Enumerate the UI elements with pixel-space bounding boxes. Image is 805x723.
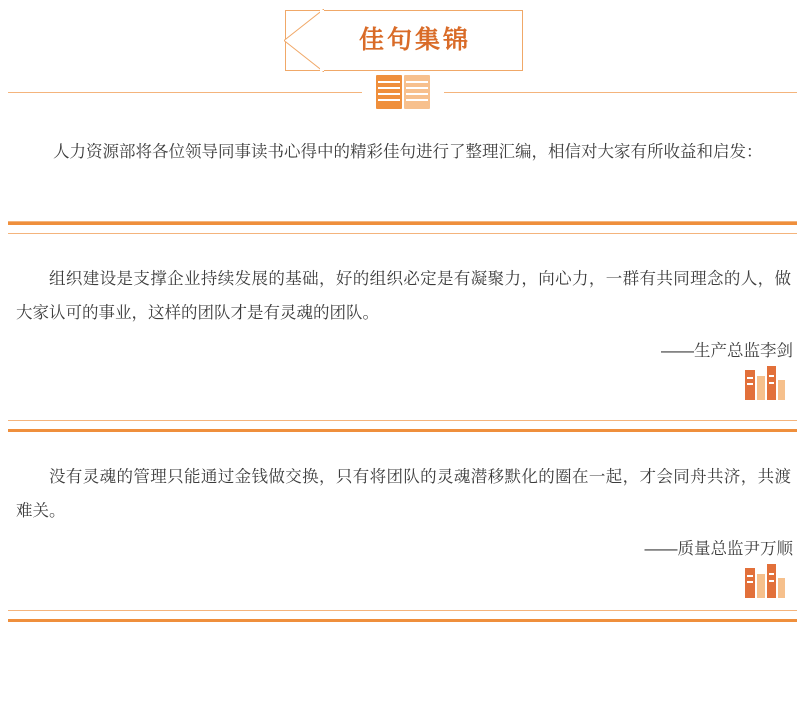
quote-block-1: [8, 234, 797, 412]
quote-author: ——生产总监李剑: [661, 342, 793, 360]
divider-2: [8, 420, 797, 432]
book-glyph: [376, 75, 402, 109]
divider-thin-line: [8, 420, 797, 421]
divider-thick-line: [8, 222, 797, 225]
book-glyph: [757, 376, 765, 400]
quote-author: ——质量总监尹万顺: [644, 540, 793, 558]
quote-text: 组织建设是支撑企业持续发展的基础，好的组织必定是有凝聚力，向心力，一群有共同理念的人，做大家认可的事业，这样的团队才是有灵魂的团队。: [16, 270, 791, 322]
divider-3: [8, 610, 797, 622]
book-glyph: [745, 568, 755, 598]
title-banner: [285, 10, 525, 73]
book-glyph: [778, 380, 785, 400]
book-glyph: [404, 75, 430, 109]
book-glyph: [767, 366, 776, 400]
intro-block: [8, 92, 797, 222]
intro-paragraph: 人力资源部将各位领导同事读书心得中的精彩佳句进行了整理汇编，相信对大家有所收益和启发：: [53, 143, 763, 161]
divider-thin-line: [8, 610, 797, 611]
book-glyph: [778, 578, 785, 598]
page-header: [0, 0, 805, 82]
book-glyph: [767, 564, 776, 598]
open-books-icon: [362, 75, 444, 109]
quote-decoration-1: [8, 366, 797, 412]
stacked-books-icon: [745, 366, 785, 400]
book-glyph: [745, 370, 755, 400]
quote-text: 没有灵魂的管理只能通过金钱做交换，只有将团队的灵魂潜移默化的圈在一起，才会同舟共济，共渡难关。: [16, 468, 791, 520]
page-title: 佳句集锦: [358, 26, 471, 54]
book-glyph: [757, 574, 765, 598]
divider-1: [8, 222, 797, 234]
stacked-books-icon: [745, 564, 785, 598]
quote-decoration-2: [8, 564, 797, 610]
quote-block-2: [8, 432, 797, 610]
divider-thick-line: [8, 619, 797, 622]
